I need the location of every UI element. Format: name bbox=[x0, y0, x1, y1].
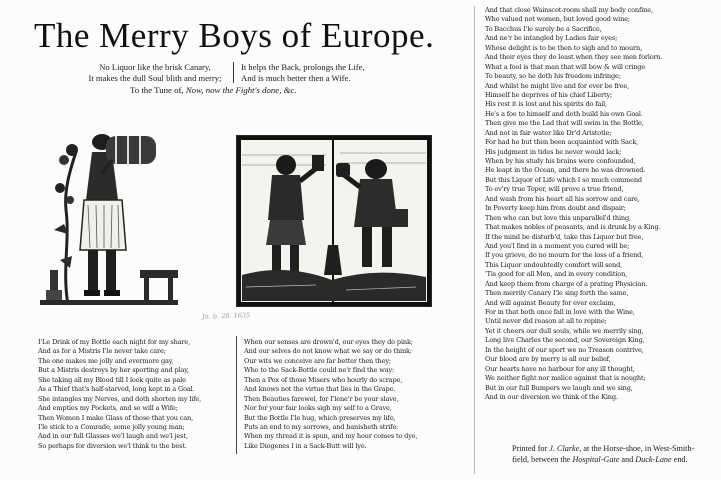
verse-line: But the Bottle I'le hug, which preserves my life, bbox=[244, 413, 396, 422]
verse-line: And ne'r be intangled by Ladies fair eyes; bbox=[485, 34, 618, 43]
verse-line: Our hearts have no harbour for any ill thought, bbox=[485, 364, 635, 373]
verse-line: As a Thief that's half-starved, long kept in a Goal. bbox=[38, 385, 195, 394]
subtitle-right bbox=[241, 62, 365, 83]
verse-line: And their eyes they do least when they see men forlorn. bbox=[485, 53, 663, 62]
verse-line: So perhaps for diversion we'l think to the best. bbox=[38, 441, 187, 450]
verse-line: When our senses are drown'd, our eyes they do pink; bbox=[244, 338, 413, 346]
imprint-line-1 bbox=[512, 443, 694, 454]
verse-line: And as for a Mistris I'le never take care; bbox=[38, 347, 166, 356]
verse-line: When my thread it is spun, and my hour comes to dye, bbox=[244, 432, 418, 441]
verse-line: And keep them from charge of a prating Physician. bbox=[485, 279, 648, 288]
subtitle-divider bbox=[233, 62, 234, 83]
verse-line: This Liquor undoubtedly comfort will send, bbox=[485, 260, 623, 269]
verse-line: The one makes me jolly and evermore gay, bbox=[38, 356, 174, 365]
verse-line: Then Women I make Glass of those that you can, bbox=[38, 413, 194, 422]
tune-line bbox=[130, 85, 297, 95]
imprint-and: and bbox=[621, 455, 634, 464]
verse-line: Yet it cheers our dull souls, while we merrily sing, bbox=[485, 326, 644, 335]
verse-line: His judgment in tides he never would lack; bbox=[485, 147, 622, 156]
verse-line: She taking all my Blood till I look quite as pale bbox=[38, 375, 186, 384]
verse-line: And wash from his heart all his sorrow and care, bbox=[485, 194, 640, 203]
verse-line: Who valued not women, but loved good wine; bbox=[485, 15, 630, 24]
manuscript-annotation: Jn. b. 28. 1635 bbox=[201, 311, 251, 321]
verse-line: Our wits we conceive are far better then they; bbox=[244, 356, 391, 365]
subtitle-left bbox=[80, 62, 230, 83]
verse-line: When by his study his brains were confounded, bbox=[485, 157, 636, 165]
verse-line: Whose delight is to be then to sigh and to mourn, bbox=[485, 43, 643, 52]
imprint-place-1: Hospital-Gate bbox=[572, 455, 620, 464]
verse-line: Then a Pox of those Misers who hourly do scrape, bbox=[244, 375, 403, 384]
verse-column-2 bbox=[244, 338, 417, 451]
verse-line: For had he but then been acquainted with Sack, bbox=[485, 138, 639, 147]
verse-line: And in our diversion we think of the King. bbox=[485, 392, 618, 401]
imprint-end: end. bbox=[673, 455, 688, 464]
subtitle-right-line-2: And is much better then a Wife. bbox=[241, 72, 351, 83]
woodcut-two-drinkers-illustration bbox=[236, 135, 432, 307]
verse-line: To Bacchus I'le surely be a Sacrifice, bbox=[485, 24, 602, 33]
page-fold-divider bbox=[474, 6, 475, 474]
verse-line: But a Mistris destroys by her sporting and play, bbox=[38, 366, 189, 375]
verse-line: I'le stick to a Comrade, some jolly young man; bbox=[38, 422, 185, 431]
verse-line: And you'l find in a moment you cured will be; bbox=[485, 241, 630, 250]
verse-line: In Poverty keep him from doubt and dispair; bbox=[485, 204, 626, 213]
verse-line: Then who can but love this unparallel'd thing, bbox=[485, 213, 631, 222]
verse-column-1 bbox=[38, 338, 201, 451]
column-rule-left bbox=[236, 336, 237, 454]
verse-line: Like Diogenes I in a Sack-Butt will lye. bbox=[244, 441, 367, 450]
imprint-place-2: Duck-Lane bbox=[635, 455, 672, 464]
verse-line: And in our full Glasses we'l laugh and we'l jest, bbox=[38, 432, 188, 441]
verse-line: Who to the Sack-Bottle could ne'r find the way: bbox=[244, 366, 395, 375]
verse-line: To ev'ry true Toper, will prove a true friend, bbox=[485, 185, 624, 194]
imprint-printer: J. Clarke, bbox=[549, 444, 582, 453]
verse-line: Himself he deprives of his chief Liberty; bbox=[485, 90, 613, 99]
verse-column-3 bbox=[485, 6, 663, 402]
imprint-line2-prefix: field, between the bbox=[512, 455, 571, 464]
verse-line: His rest it is lost and his spirits do fail, bbox=[485, 100, 608, 109]
verse-line: And knows not the virtue that lies in the Grape. bbox=[244, 385, 396, 394]
verse-line: And will against Beauty for ever exclaim, bbox=[485, 298, 616, 307]
subtitle-left-line-2: It makes the dull Soul blith and merry; bbox=[88, 72, 222, 83]
verse-line: Then give me the Lad that will swim in the Bottle, bbox=[485, 119, 644, 128]
verse-line: To beauty, so he doth his freedom infringe; bbox=[485, 72, 621, 81]
verse-line: And our selves do not know what we say or do think; bbox=[244, 347, 412, 356]
imprint-prefix: Printed for bbox=[512, 444, 548, 453]
verse-line: Puts an end to my sorrows, and banisheth strife: bbox=[244, 422, 399, 431]
verse-line: She intangles my Nerves, and doth shorten my life, bbox=[38, 394, 202, 403]
verse-line: He's a foe to himself and doth build his own Goal. bbox=[485, 109, 643, 118]
verse-line: For in that both once fall in love with the Wine, bbox=[485, 308, 635, 316]
verse-line: And not in fair water like Dr'd Aristotle; bbox=[485, 128, 612, 137]
verse-line: And empties my Pockets, and so will a Wife; bbox=[38, 404, 178, 413]
imprint-location: at the Horse-shoe, in West-Smith- bbox=[583, 444, 695, 453]
verse-line: Our blood are by merry is all our belief, bbox=[485, 355, 611, 364]
verse-line: Until never did reason at all to repine; bbox=[485, 317, 607, 326]
printer-imprint bbox=[512, 443, 694, 465]
verse-line: But this Liquor of Life which I so much commend bbox=[485, 175, 642, 184]
verse-line: 'Tis good for all Men, and in every condition, bbox=[485, 270, 628, 279]
verse-line: Then merrily Canary I'le sing forth the same, bbox=[485, 289, 629, 298]
verse-line: We neither fight nor malice against that is nought; bbox=[485, 374, 646, 383]
verse-line: And whilst he might live and for ever be free, bbox=[485, 81, 629, 90]
verse-line: I'Le Drink of my Bottle each night for my share, bbox=[38, 338, 191, 346]
verse-line: What a fool is that man that will bow & will cringe bbox=[485, 62, 646, 71]
verse-line: Long live Charles the second, our Sovereign King, bbox=[485, 336, 645, 345]
verse-line: He leapt in the Ocean, and there he was drowned. bbox=[485, 166, 646, 175]
ballad-title: The Merry Boys of Europe. bbox=[34, 16, 435, 55]
verse-line: In the height of our sport we no Treason contrive, bbox=[485, 345, 644, 354]
woodcut-drinker-illustration bbox=[40, 130, 178, 310]
verse-line: And that close Wainscot-room shall my body confine, bbox=[485, 6, 653, 14]
tune-name: Now, now the Fight's done, &c. bbox=[185, 85, 297, 95]
verse-line: If the mind be disturb'd, take this Liquor but free, bbox=[485, 232, 644, 241]
tune-prefix: To the Tune of, bbox=[130, 85, 184, 95]
verse-line: That makes nobles of peasants, and is drunk by a King. bbox=[485, 223, 661, 232]
subtitle-left-line-1: No Liquor like the brisk Canary, bbox=[99, 62, 211, 72]
imprint-line-2 bbox=[512, 454, 694, 465]
verse-line: But in our full Bumpers we laugh and we sing, bbox=[485, 383, 633, 392]
subtitle-right-line-1: It helps the Back, prolongs the Life, bbox=[241, 62, 365, 72]
verse-line: Then Beauties farewel, for I'lene'r be your slave, bbox=[244, 394, 399, 403]
verse-line: If you grieve, do no mourn for the loss of a friend, bbox=[485, 251, 644, 260]
verse-line: Nor for your fair looks sigh my self to a Grave, bbox=[244, 404, 392, 413]
